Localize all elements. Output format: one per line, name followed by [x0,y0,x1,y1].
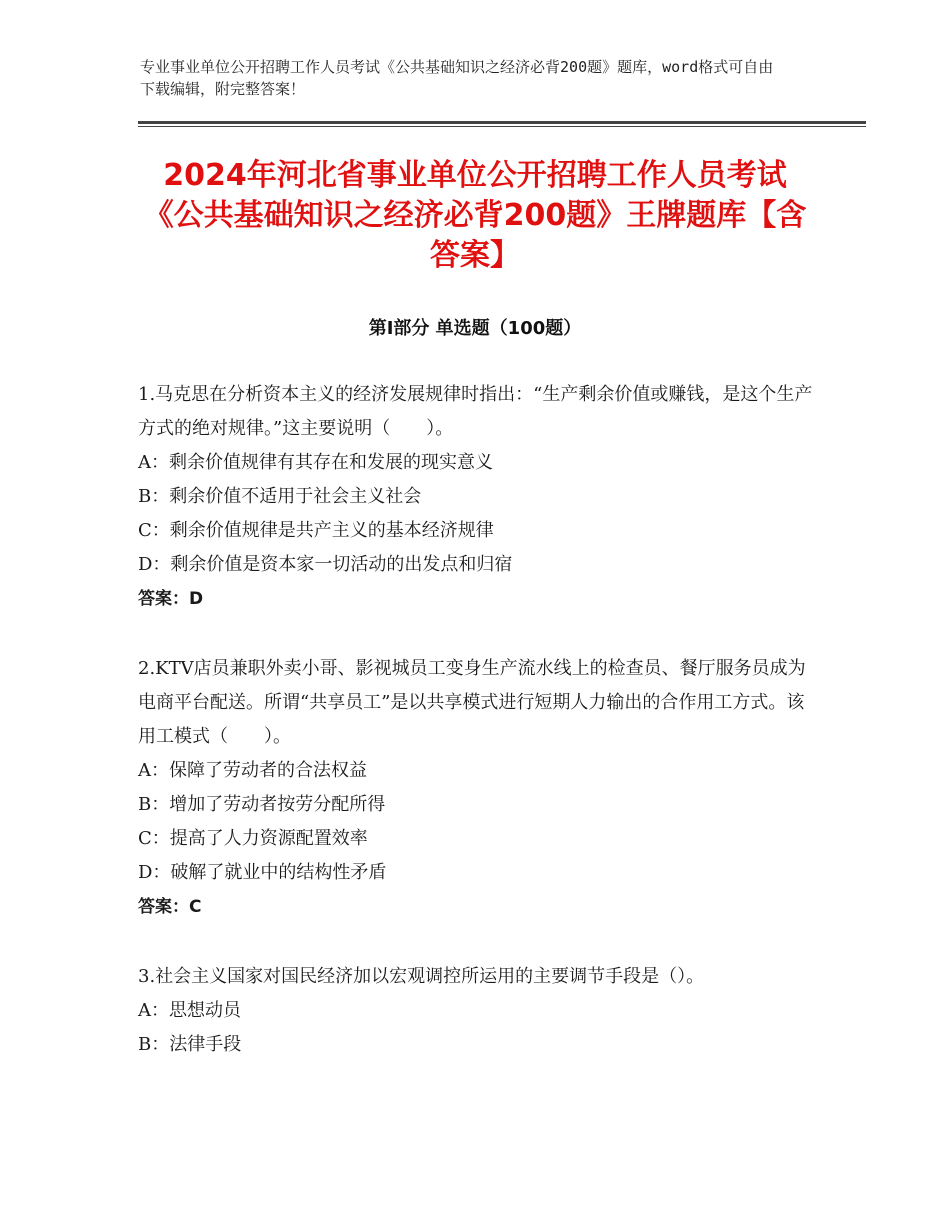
option-c: C：剩余价值规律是共产主义的基本经济规律 [138,520,494,541]
option-b: B：增加了劳动者按劳分配所得 [138,794,386,815]
question-list [138,378,818,1098]
section-heading: 第I部分 单选题（100题） [368,318,582,339]
question-2 [138,652,818,924]
question-1 [138,378,818,616]
document-title: 2024年河北省事业单位公开招聘工作人员考试《公共基础知识之经济必背200题》王牌题库【含答案】 [143,158,807,273]
question-3 [138,960,818,1062]
header-rule-thick [138,121,866,124]
question-stem: 3.社会主义国家对国民经济加以宏观调控所运用的主要调节手段是（）。 [138,966,705,987]
option-a: A：剩余价值规律有其存在和发展的现实意义 [138,452,493,473]
option-d: D：破解了就业中的结构性矛盾 [138,862,387,883]
header-rule-thin [138,126,866,127]
question-stem: 1.马克思在分析资本主义的经济发展规律时指出：“生产剩余价值或赚钱，是这个生产方式的绝对规律。”这主要说明（ ）。 [138,384,813,439]
option-b: B：剩余价值不适用于社会主义社会 [138,486,422,507]
option-d: D：剩余价值是资本家一切活动的出发点和归宿 [138,554,513,575]
answer-line: 答案：C [138,897,202,917]
answer-line: 答案：D [138,589,204,609]
option-a: A：思想动员 [138,1000,241,1021]
header-note: 专业事业单位公开招聘工作人员考试《公共基础知识之经济必背200题》题库，word格式可自由下载编辑，附完整答案！ [140,58,774,98]
option-a: A：保障了劳动者的合法权益 [138,760,367,781]
question-stem: 2.KTV店员兼职外卖小哥、影视城员工变身生产流水线上的检查员、餐厅服务员成为电商平台配送。所谓“共享员工”是以共享模式进行短期人力输出的合作用工方式。该用工模式（ ）。 [138,658,806,747]
option-c: C：提高了人力资源配置效率 [138,828,368,849]
option-b: B：法律手段 [138,1034,242,1055]
